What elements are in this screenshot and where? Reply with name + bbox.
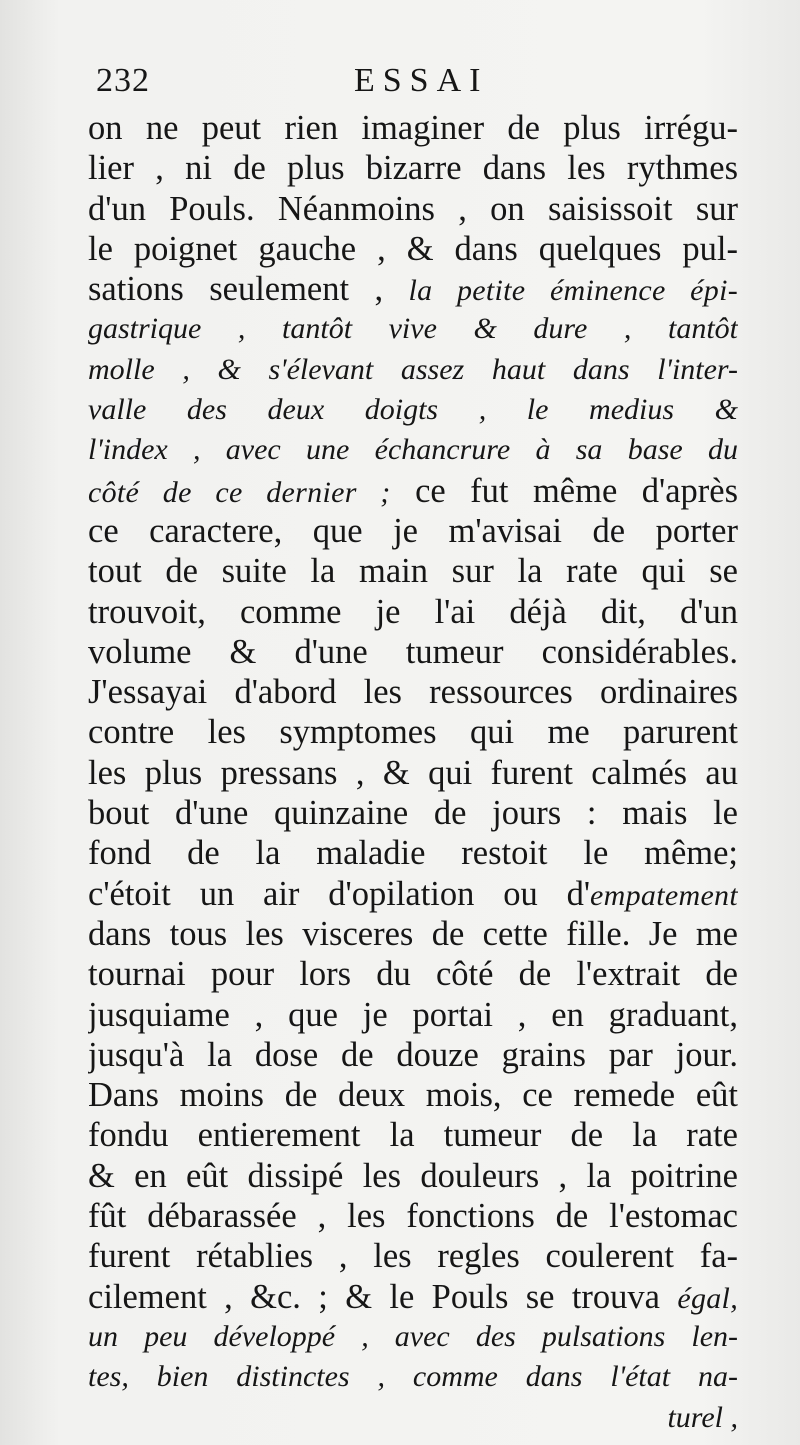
text-line: & en eût dissipé les douleurs , la poitrine <box>88 1156 738 1195</box>
text-line: l'index , avec une échancrure à sa base du <box>88 433 738 467</box>
text-line: tournai pour lors du côté de l'extrait de <box>88 955 738 994</box>
text-line: valle des deux doigts , le medius & <box>88 393 738 427</box>
text-line: bout d'une quinzaine de jours : mais le <box>88 794 738 833</box>
text-line: turel , <box>667 1400 738 1434</box>
text-line: les plus pressans , & qui furent calmés au <box>88 753 738 792</box>
text-line: un peu développé , avec des pulsations len- <box>88 1319 738 1353</box>
text-line: furent rétablies , les regles coulerent fa- <box>88 1237 738 1276</box>
text-line: tout de suite la main sur la rate qui se <box>88 552 738 591</box>
text-line: fond de la maladie restoit le même; <box>88 834 738 873</box>
text-line: dans tous les visceres de cette fille. Je me <box>88 914 738 953</box>
text-line: jusquiame , que je portai , en graduant, <box>88 995 738 1034</box>
text-line: on ne peut rien imaginer de plus irrégu- <box>88 109 738 147</box>
body-text <box>88 108 738 1438</box>
text-line: jusqu'à la dose de douze grains par jour. <box>88 1035 738 1074</box>
text-line: J'essayai d'abord les ressources ordinaires <box>88 673 738 712</box>
running-head: ESSAI <box>354 62 489 99</box>
text-line: trouvoit, comme je l'ai déjà dit, d'un <box>88 592 738 631</box>
text-line: d'un Pouls. Néanmoins , on saisissoit sur <box>88 189 738 228</box>
text-line: sations seulement , la petite éminence épi- <box>88 270 738 309</box>
text-line: volume & d'une tumeur considérables. <box>88 632 738 671</box>
text-line: contre les symptomes qui me parurent <box>88 713 738 752</box>
text-line: côté de ce dernier ; ce fut même d'après <box>88 471 738 510</box>
text-line: ce caractere, que je m'avisai de porter <box>88 511 738 550</box>
text-line: Dans moins de deux mois, ce remede eût <box>88 1076 738 1115</box>
text-line: cilement , &c. ; & le Pouls se trouva égal, <box>88 1277 738 1316</box>
text-line: le poignet gauche , & dans quelques pul- <box>88 229 738 268</box>
text-line: molle , & s'élevant assez haut dans l'inter- <box>88 352 738 386</box>
text-line: tes, bien distinctes , comme dans l'état na- <box>88 1360 738 1394</box>
text-line: c'étoit un air d'opilation ou d'empatement <box>88 874 738 913</box>
text-line: fût débarassée , les fonctions de l'estomac <box>88 1197 738 1236</box>
page-header <box>96 62 736 110</box>
text-line: fondu entierement la tumeur de la rate <box>88 1116 738 1155</box>
text-line: gastrique , tantôt vive & dure , tantôt <box>88 312 738 346</box>
text-line: lier , ni de plus bizarre dans les rythmes <box>88 149 738 188</box>
page-number: 232 <box>96 62 150 99</box>
